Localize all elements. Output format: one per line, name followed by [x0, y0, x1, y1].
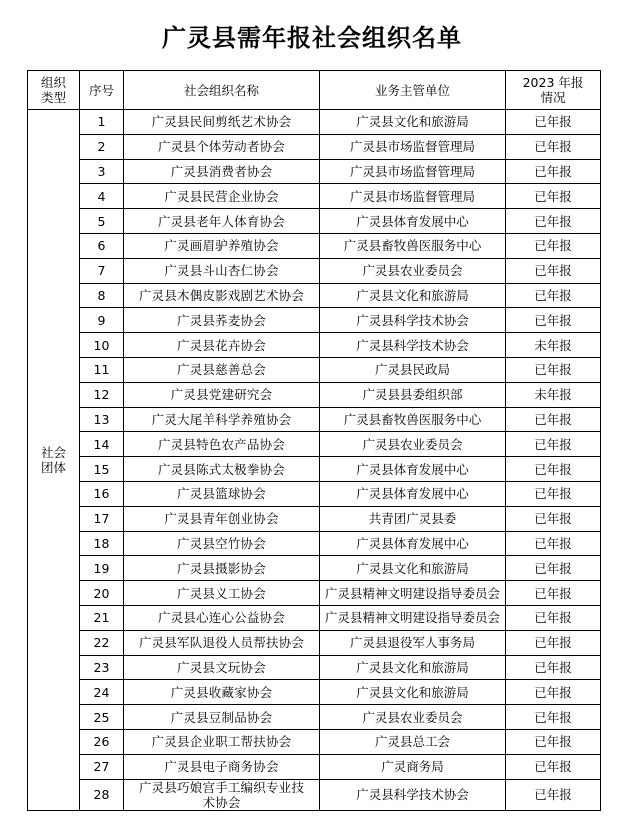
org-type-cell: 社会 团体 [28, 110, 80, 811]
org-name-cell: 广灵县军队退役人员帮扶协会 [124, 630, 320, 655]
report-status-cell: 已年报 [506, 779, 601, 810]
report-status-cell: 已年报 [506, 531, 601, 556]
report-status-cell: 已年报 [506, 680, 601, 705]
report-status-cell: 已年报 [506, 705, 601, 730]
header-seq: 序号 [80, 71, 124, 110]
seq-cell: 10 [80, 333, 124, 358]
supervising-unit-cell: 广灵县农业委员会 [320, 705, 506, 730]
report-status-cell: 已年报 [506, 258, 601, 283]
org-name-cell: 广灵县花卉协会 [124, 333, 320, 358]
seq-cell: 24 [80, 680, 124, 705]
org-name-cell: 广灵县特色农产品协会 [124, 432, 320, 457]
table-row [28, 184, 601, 209]
seq-cell: 18 [80, 531, 124, 556]
report-status-cell: 已年报 [506, 209, 601, 234]
org-name-cell: 广灵县个体劳动者协会 [124, 134, 320, 159]
table-row [28, 556, 601, 581]
report-status-cell: 已年报 [506, 159, 601, 184]
seq-cell: 5 [80, 209, 124, 234]
org-name-cell: 广灵县斗山杏仁协会 [124, 258, 320, 283]
table-row [28, 357, 601, 382]
table-row [28, 581, 601, 606]
supervising-unit-cell: 广灵县市场监督管理局 [320, 159, 506, 184]
seq-cell: 8 [80, 283, 124, 308]
report-status-cell: 已年报 [506, 581, 601, 606]
supervising-unit-cell: 广灵县体育发展中心 [320, 209, 506, 234]
supervising-unit-cell: 广灵县科学技术协会 [320, 333, 506, 358]
report-status-cell: 已年报 [506, 357, 601, 382]
seq-cell: 16 [80, 481, 124, 506]
organization-table [27, 70, 601, 811]
report-status-cell: 已年报 [506, 754, 601, 779]
supervising-unit-cell: 广灵县精神文明建设指导委员会 [320, 581, 506, 606]
org-name-cell: 广灵县老年人体育协会 [124, 209, 320, 234]
org-name-cell: 广灵县荞麦协会 [124, 308, 320, 333]
org-name-cell: 广灵县收藏家协会 [124, 680, 320, 705]
report-status-cell: 已年报 [506, 729, 601, 754]
table-body [28, 110, 601, 811]
org-name-cell: 广灵县摄影协会 [124, 556, 320, 581]
supervising-unit-cell: 广灵县县委组织部 [320, 382, 506, 407]
supervising-unit-cell: 广灵县文化和旅游局 [320, 680, 506, 705]
table-row [28, 209, 601, 234]
seq-cell: 11 [80, 357, 124, 382]
supervising-unit-cell: 共青团广灵县委 [320, 506, 506, 531]
supervising-unit-cell: 广灵县体育发展中心 [320, 457, 506, 482]
org-name-cell: 广灵县党建研究会 [124, 382, 320, 407]
org-name-cell: 广灵县空竹协会 [124, 531, 320, 556]
table-row [28, 134, 601, 159]
supervising-unit-cell: 广灵商务局 [320, 754, 506, 779]
supervising-unit-cell: 广灵县文化和旅游局 [320, 556, 506, 581]
seq-cell: 15 [80, 457, 124, 482]
report-status-cell: 已年报 [506, 630, 601, 655]
seq-cell: 19 [80, 556, 124, 581]
table-row [28, 630, 601, 655]
supervising-unit-cell: 广灵县科学技术协会 [320, 779, 506, 810]
table-row [28, 457, 601, 482]
header-report-status: 2023 年报 情况 [506, 71, 601, 110]
table-row [28, 779, 601, 810]
seq-cell: 12 [80, 382, 124, 407]
report-status-cell: 已年报 [506, 556, 601, 581]
supervising-unit-cell: 广灵县市场监督管理局 [320, 184, 506, 209]
seq-cell: 20 [80, 581, 124, 606]
seq-cell: 17 [80, 506, 124, 531]
table-row [28, 233, 601, 258]
seq-cell: 27 [80, 754, 124, 779]
org-name-cell: 广灵县消费者协会 [124, 159, 320, 184]
table-row [28, 258, 601, 283]
seq-cell: 25 [80, 705, 124, 730]
org-name-cell: 广灵大尾羊科学养殖协会 [124, 407, 320, 432]
org-name-cell: 广灵县木偶皮影戏剧艺术协会 [124, 283, 320, 308]
seq-cell: 28 [80, 779, 124, 810]
table-row [28, 655, 601, 680]
supervising-unit-cell: 广灵县文化和旅游局 [320, 110, 506, 135]
supervising-unit-cell: 广灵县畜牧兽医服务中心 [320, 407, 506, 432]
table-row [28, 481, 601, 506]
table-row [28, 432, 601, 457]
org-name-cell: 广灵县心连心公益协会 [124, 605, 320, 630]
org-name-cell: 广灵县文玩协会 [124, 655, 320, 680]
seq-cell: 2 [80, 134, 124, 159]
report-status-cell: 未年报 [506, 382, 601, 407]
report-status-cell: 已年报 [506, 110, 601, 135]
report-status-cell: 已年报 [506, 457, 601, 482]
org-name-cell: 广灵县民营企业协会 [124, 184, 320, 209]
supervising-unit-cell: 广灵县畜牧兽医服务中心 [320, 233, 506, 258]
seq-cell: 21 [80, 605, 124, 630]
table-row [28, 308, 601, 333]
report-status-cell: 已年报 [506, 308, 601, 333]
seq-cell: 26 [80, 729, 124, 754]
report-status-cell: 已年报 [506, 283, 601, 308]
seq-cell: 6 [80, 233, 124, 258]
supervising-unit-cell: 广灵县市场监督管理局 [320, 134, 506, 159]
supervising-unit-cell: 广灵县总工会 [320, 729, 506, 754]
table-row [28, 333, 601, 358]
org-name-cell: 广灵县民间剪纸艺术协会 [124, 110, 320, 135]
seq-cell: 1 [80, 110, 124, 135]
header-org-name: 社会组织名称 [124, 71, 320, 110]
header-supervising-unit: 业务主管单位 [320, 71, 506, 110]
seq-cell: 4 [80, 184, 124, 209]
page-title: 广灵县需年报社会组织名单 [162, 23, 462, 52]
seq-cell: 23 [80, 655, 124, 680]
report-status-cell: 已年报 [506, 134, 601, 159]
table-row [28, 680, 601, 705]
supervising-unit-cell: 广灵县体育发展中心 [320, 531, 506, 556]
table-header-row [28, 71, 601, 110]
seq-cell: 9 [80, 308, 124, 333]
table-row [28, 283, 601, 308]
report-status-cell: 已年报 [506, 233, 601, 258]
org-name-cell: 广灵县巧娘宫手工编织专业技术协会 [124, 779, 320, 810]
seq-cell: 22 [80, 630, 124, 655]
table-row [28, 605, 601, 630]
report-status-cell: 已年报 [506, 481, 601, 506]
org-name-cell: 广灵县义工协会 [124, 581, 320, 606]
table-row [28, 729, 601, 754]
report-status-cell: 已年报 [506, 407, 601, 432]
table-row [28, 407, 601, 432]
supervising-unit-cell: 广灵县民政局 [320, 357, 506, 382]
report-status-cell: 已年报 [506, 605, 601, 630]
supervising-unit-cell: 广灵县文化和旅游局 [320, 283, 506, 308]
org-name-cell: 广灵县企业职工帮扶协会 [124, 729, 320, 754]
table-row [28, 705, 601, 730]
seq-cell: 7 [80, 258, 124, 283]
org-name-cell: 广灵画眉驴养殖协会 [124, 233, 320, 258]
table-row [28, 110, 601, 135]
report-status-cell: 已年报 [506, 432, 601, 457]
supervising-unit-cell: 广灵县科学技术协会 [320, 308, 506, 333]
supervising-unit-cell: 广灵县精神文明建设指导委员会 [320, 605, 506, 630]
org-name-cell: 广灵县青年创业协会 [124, 506, 320, 531]
org-name-cell: 广灵县陈式太极拳协会 [124, 457, 320, 482]
report-status-cell: 未年报 [506, 333, 601, 358]
org-name-cell: 广灵县豆制品协会 [124, 705, 320, 730]
seq-cell: 14 [80, 432, 124, 457]
org-name-cell: 广灵县电子商务协会 [124, 754, 320, 779]
table-row [28, 531, 601, 556]
supervising-unit-cell: 广灵县文化和旅游局 [320, 655, 506, 680]
supervising-unit-cell: 广灵县退役军人事务局 [320, 630, 506, 655]
table-row [28, 159, 601, 184]
report-status-cell: 已年报 [506, 655, 601, 680]
seq-cell: 13 [80, 407, 124, 432]
report-status-cell: 已年报 [506, 184, 601, 209]
table-row [28, 754, 601, 779]
report-status-cell: 已年报 [506, 506, 601, 531]
table-row [28, 506, 601, 531]
org-name-cell: 广灵县慈善总会 [124, 357, 320, 382]
org-name-cell: 广灵县篮球协会 [124, 481, 320, 506]
header-org-type: 组织 类型 [28, 71, 80, 110]
seq-cell: 3 [80, 159, 124, 184]
table-row [28, 382, 601, 407]
supervising-unit-cell: 广灵县体育发展中心 [320, 481, 506, 506]
supervising-unit-cell: 广灵县农业委员会 [320, 258, 506, 283]
supervising-unit-cell: 广灵县农业委员会 [320, 432, 506, 457]
